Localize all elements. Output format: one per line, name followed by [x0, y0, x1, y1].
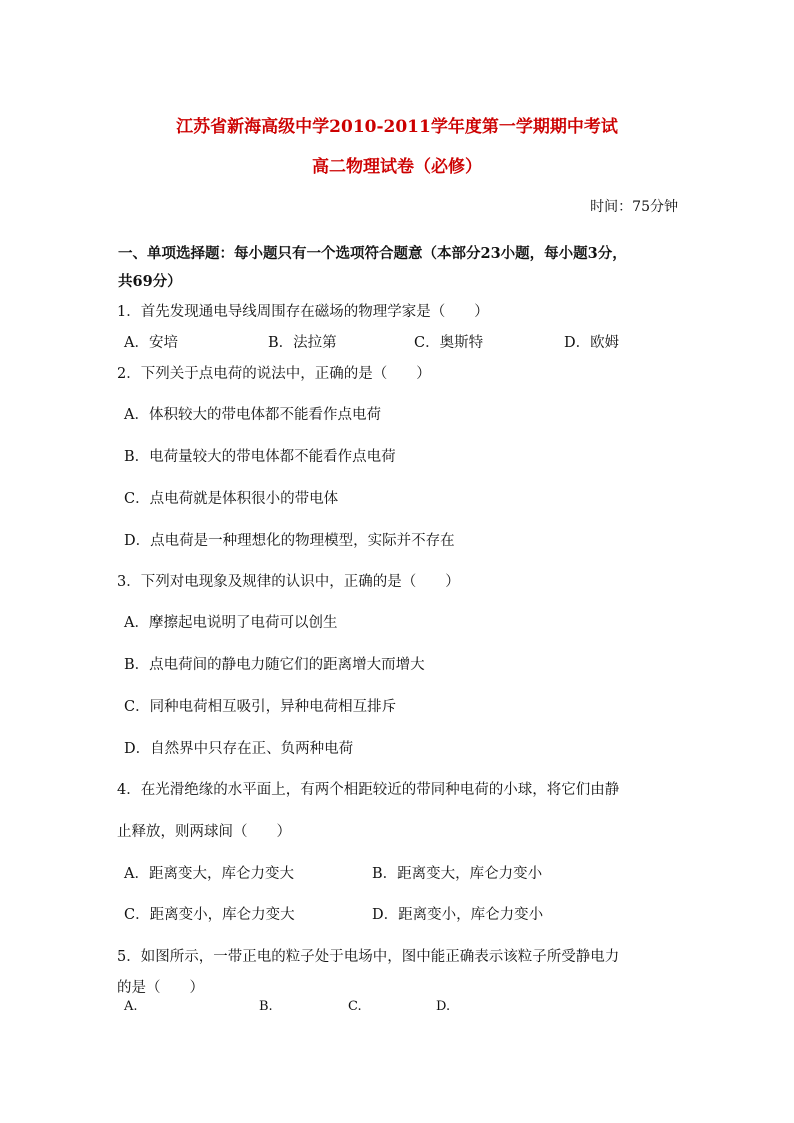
question-5-option-c: C. [348, 999, 362, 1014]
question-1-option-d: D．欧姆 [564, 335, 620, 351]
question-4-stem: 4．在光滑绝缘的水平面上，有两个相距较近的带同种电荷的小球，将它们由静 [117, 782, 620, 798]
question-1-option-a: A．安培 [124, 335, 178, 351]
question-2-option-b: B．电荷量较大的带电体都不能看作点电荷 [124, 449, 396, 465]
question-3-option-c: C．同种电荷相互吸引，异种电荷相互排斥 [124, 699, 397, 715]
question-5-stem-cont: 的是（ ） [117, 980, 204, 996]
question-1-option-b: B．法拉第 [268, 335, 337, 351]
question-4-option-d: D．距离变小，库仑力变小 [372, 907, 544, 923]
section-heading: 一、单项选择题：每小题只有一个选项符合题意（本部分23小题，每小题3分， [118, 245, 627, 262]
exam-subtitle: 高二物理试卷（必修） [312, 157, 482, 177]
question-3-option-d: D．自然界中只存在正、负两种电荷 [124, 741, 354, 757]
question-3-stem: 3．下列对电现象及规律的认识中，正确的是（ ） [117, 574, 460, 590]
question-3-option-b: B．点电荷间的静电力随它们的距离增大而增大 [124, 657, 425, 673]
question-4-stem-cont: 止释放，则两球间（ ） [117, 824, 291, 840]
question-4-option-c: C．距离变小，库仑力变大 [124, 907, 295, 923]
section-heading-cont: 共69分） [118, 273, 182, 290]
question-4-option-b: B．距离变大，库仑力变小 [372, 866, 543, 882]
question-2-option-d: D．点电荷是一种理想化的物理模型，实际并不存在 [124, 533, 455, 549]
exam-time: 时间：75分钟 [590, 199, 678, 215]
question-2-option-c: C．点电荷就是体积很小的带电体 [124, 491, 339, 507]
question-5-option-d: D. [436, 999, 451, 1014]
question-4-option-a: A．距离变大，库仑力变大 [124, 866, 294, 882]
question-5-option-a: A. [124, 999, 138, 1014]
question-5-option-b: B. [259, 999, 273, 1014]
question-2-stem: 2．下列关于点电荷的说法中，正确的是（ ） [117, 366, 431, 382]
question-1-stem: 1．首先发现通电导线周围存在磁场的物理学家是（ ） [117, 304, 489, 320]
question-1-option-c: C．奥斯特 [414, 335, 484, 351]
question-5-stem: 5．如图所示，一带正电的粒子处于电场中，图中能正确表示该粒子所受静电力 [117, 949, 620, 965]
exam-title: 江苏省新海高级中学2010-2011学年度第一学期期中考试 [176, 117, 618, 137]
question-2-option-a: A．体积较大的带电体都不能看作点电荷 [124, 407, 381, 423]
question-3-option-a: A．摩擦起电说明了电荷可以创生 [124, 615, 338, 631]
